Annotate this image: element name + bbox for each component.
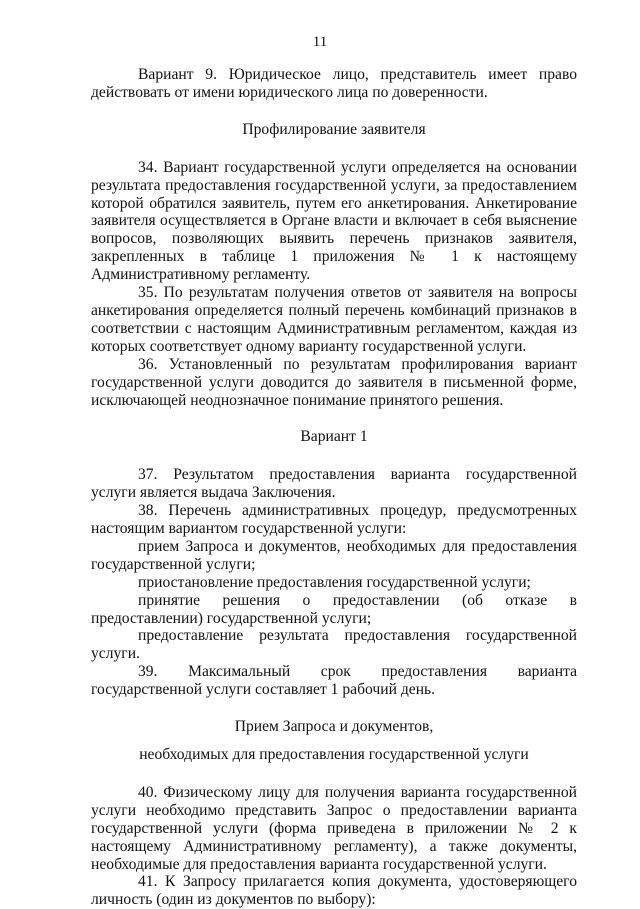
page-number: 11: [312, 34, 328, 50]
variant-9-paragraph: Вариант 9. Юридическое лицо, представитель имеет право действовать от имени юридического лица по доверенности.: [91, 66, 577, 101]
section-heading-profiling: Профилирование заявителя: [242, 120, 426, 138]
section-heading-variant-1: Вариант 1: [300, 428, 368, 446]
paragraph-39: 39. Максимальный срок предоставления варианта государственной услуги составляет 1 рабочий день.: [91, 663, 577, 699]
procedure-item-4: предоставление результата предоставления государственной услуги.: [91, 627, 577, 663]
procedure-item-2: приостановление предоставления государственной услуги;: [138, 573, 531, 591]
paragraph-40: 40. Физическому лицу для получения варианта государственной услуги необходимо представить Запрос о предоставлении варианта государственной услуги (форма приведена в приложении № 2 к настоящему Административному регламенту), а также документы, необходимые для предоставления варианта государственной услуги.: [91, 783, 577, 873]
paragraph-41: 41. К Запросу прилагается копия документа, удостоверяющего личность (один из документов по выбору):: [91, 873, 577, 909]
section-heading-reception-line-1: Прием Запроса и документов,: [234, 718, 434, 736]
paragraph-34: 34. Вариант государственной услуги определяется на основании результата предоставления государственной услуги, за предоставлением которой обратился заявитель, путем его анкетирования. Анкетирование заявителя осуществляется в Органе власти и включает в себя выяснение вопросов, позволяющих выявить перечень признаков заявителя, закрепленных в таблице 1 приложения № 1 к настоящему Административному регламенту.: [91, 158, 577, 284]
paragraph-36: 36. Установленный по результатам профилирования вариант государственной услуги доводится до заявителя в письменной форме, исключающей неоднозначное понимание принятого решения.: [91, 355, 577, 409]
paragraph-37: 37. Результатом предоставления варианта государственной услуги является выдача Заключения.: [91, 466, 577, 502]
section-heading-reception-line-2: необходимых для предоставления государственной услуги: [139, 746, 529, 763]
procedure-item-1: прием Запроса и документов, необходимых для предоставления государственной услуги;: [91, 537, 577, 573]
paragraph-38: 38. Перечень административных процедур, предусмотренных настоящим вариантом государственной услуги:: [91, 502, 577, 538]
paragraph-35: 35. По результатам получения ответов от заявителя на вопросы анкетирования определяется полный перечень комбинаций признаков в соответствии с настоящим Административным регламентом, каждая из которых соответствует одному варианту государственной услуги.: [91, 284, 577, 355]
procedure-item-3: принятие решения о предоставлении (об отказе в предоставлении) государственной услуги;: [91, 591, 577, 627]
document-body: [91, 66, 577, 909]
